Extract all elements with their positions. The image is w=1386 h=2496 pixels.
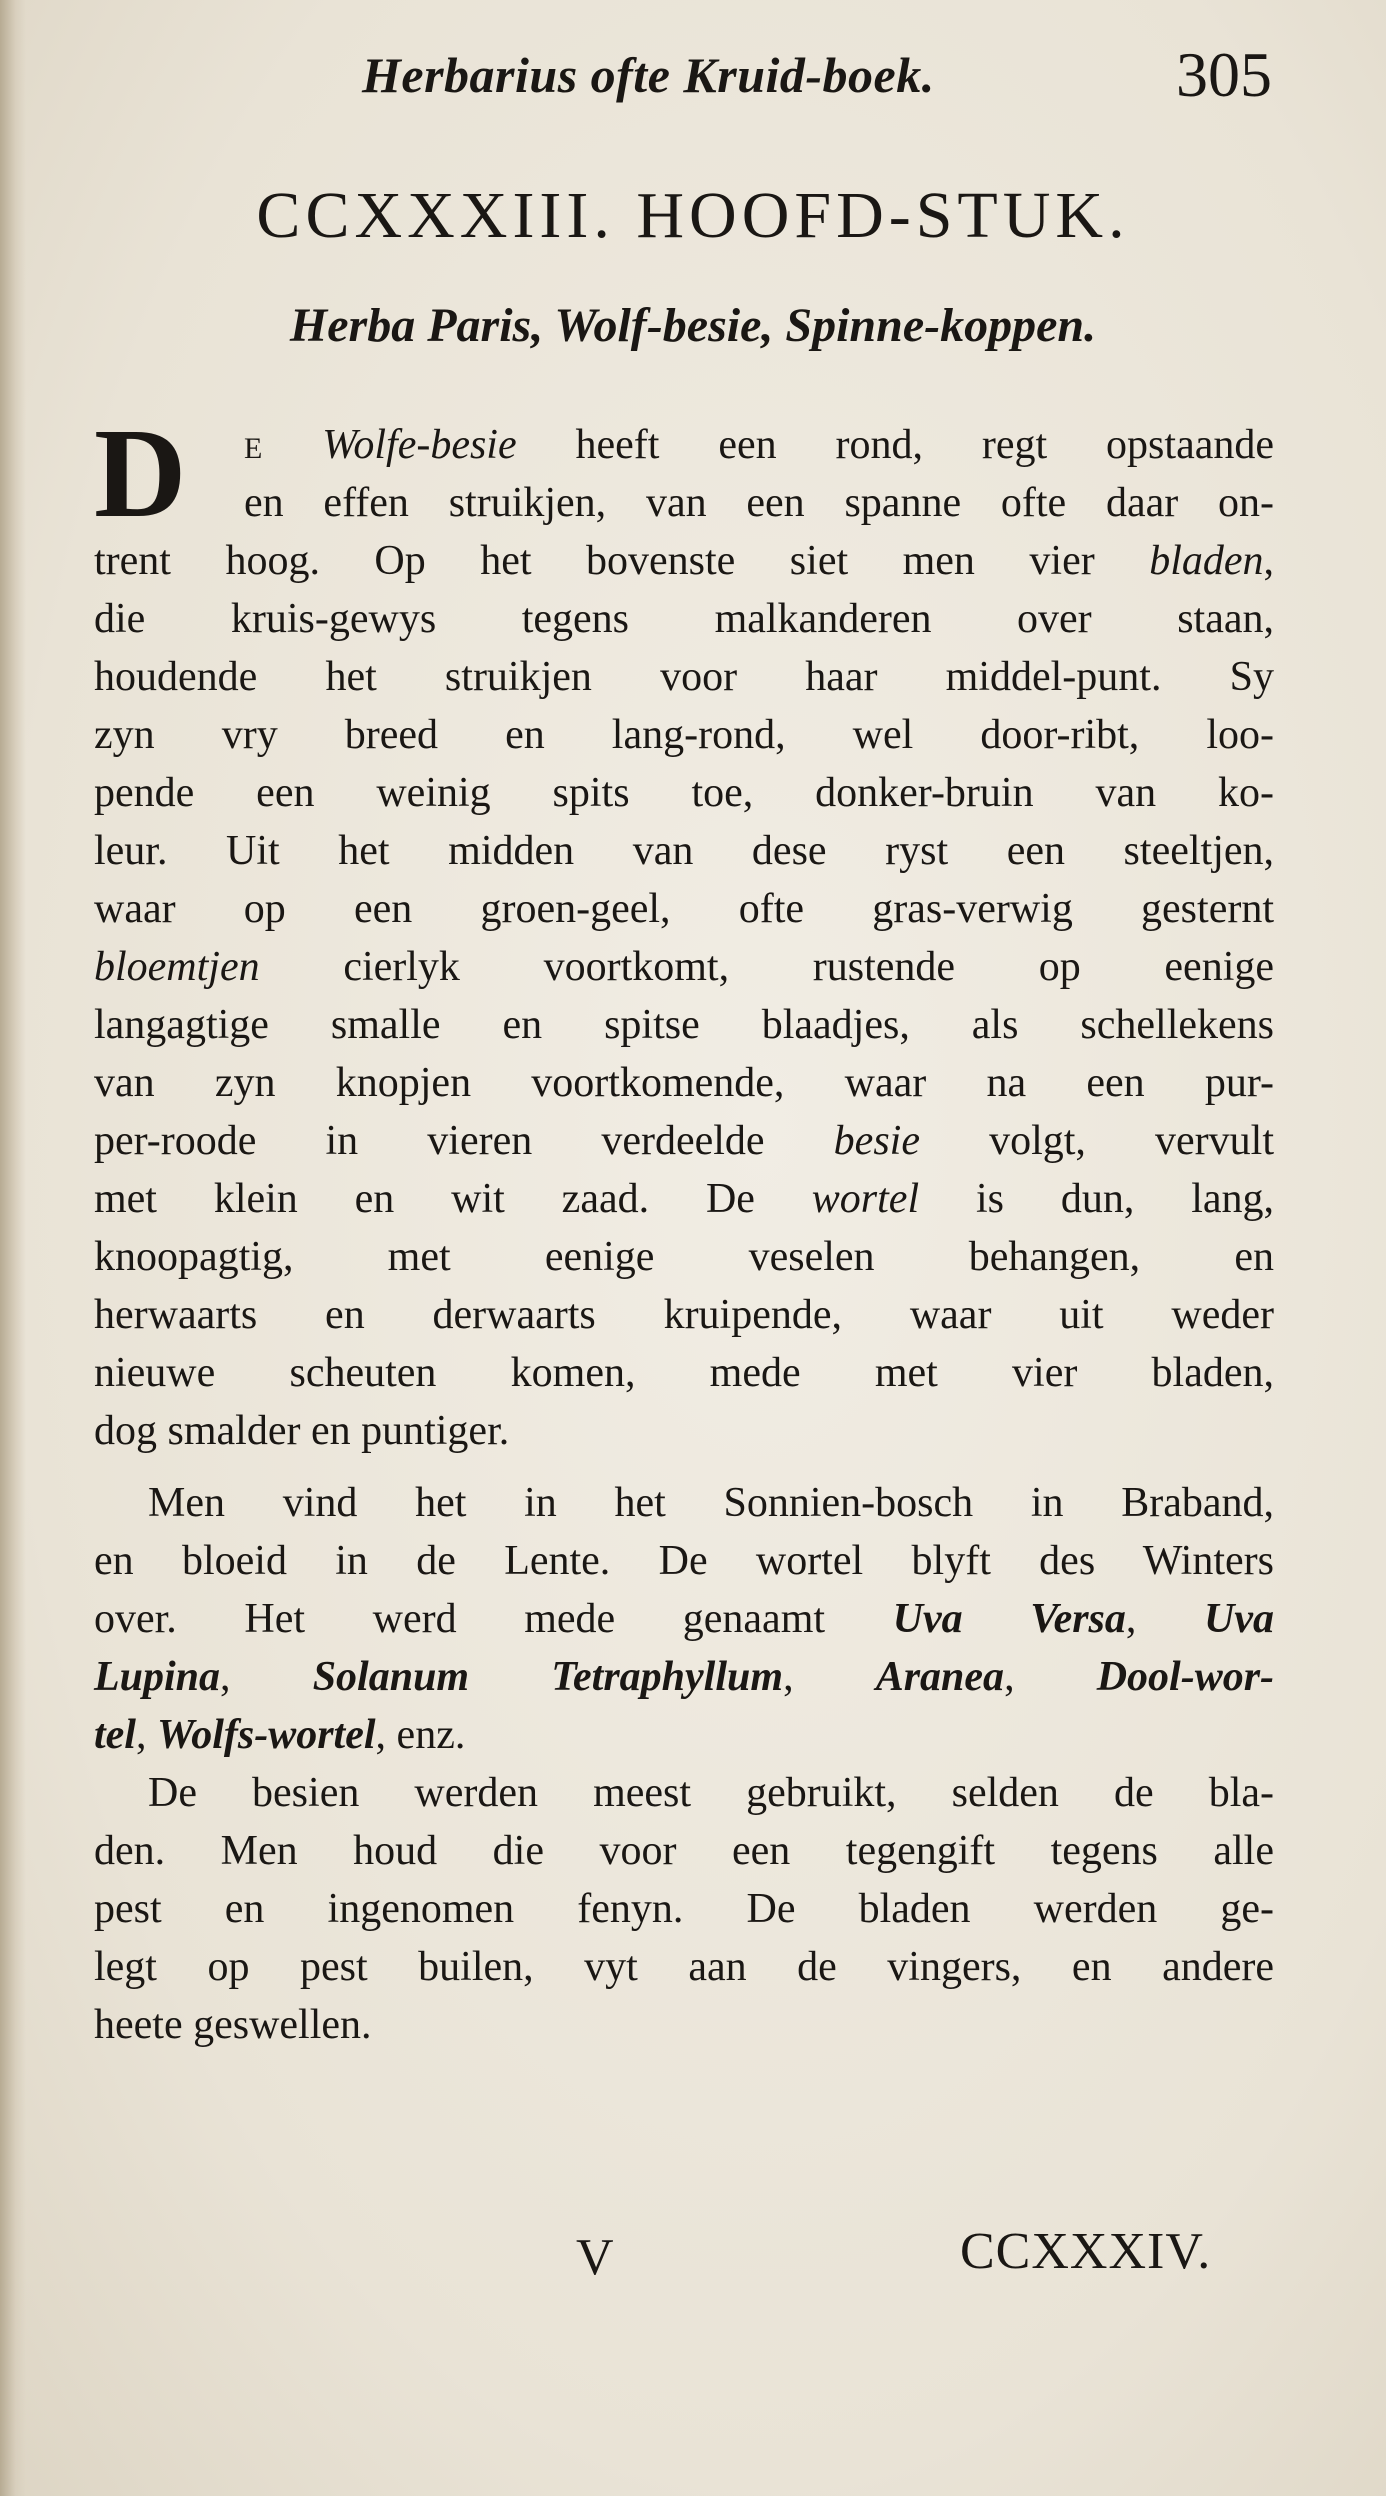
paragraph-description bbox=[94, 402, 1275, 1460]
text-line: tel, Wolfs-wortel, enz. bbox=[94, 1712, 466, 1758]
text-line: met klein en wit zaad. De wortel is dun, lang, bbox=[94, 1176, 1275, 1222]
text-line: en bloeid in de Lente. De wortel blyft des Winters bbox=[94, 1538, 1274, 1584]
text-line: langagtige smalle en spitse blaadjes, als schellekens bbox=[94, 1002, 1274, 1048]
text-line: die kruis-gewys tegens malkanderen over staan, bbox=[94, 596, 1274, 642]
chapter-subtitle: Herba Paris, Wolf-besie, Spinne-koppen. bbox=[289, 299, 1097, 352]
text-line: zyn vry breed en lang-rond, wel door-ribt, loo- bbox=[94, 712, 1274, 758]
text-line: herwaarts en derwaarts kruipende, waar uit weder bbox=[94, 1292, 1274, 1338]
text-line: leur. Uit het midden van dese ryst een steeltjen, bbox=[94, 828, 1274, 874]
page-number: 305 bbox=[1176, 39, 1272, 110]
text-line: per-roode in vieren verdeelde besie volgt, vervult bbox=[94, 1118, 1274, 1164]
text-line: houdende het struikjen voor haar middel-punt. Sy bbox=[94, 654, 1274, 700]
text-line: legt op pest builen, vyt aan de vingers, en andere bbox=[94, 1944, 1274, 1990]
paragraph-habitat bbox=[94, 1474, 1274, 1764]
text-line: van zyn knopjen voortkomende, waar na een pur- bbox=[94, 1060, 1274, 1106]
running-head bbox=[300, 38, 1340, 118]
text-line: Men vind het in het Sonnien-bosch in Braband, bbox=[148, 1480, 1274, 1526]
text-line: trent hoog. Op het bovenste siet men vier bladen, bbox=[94, 538, 1274, 584]
running-title: Herbarius ofte Kruid-boek. bbox=[362, 47, 935, 103]
text-line: dog smalder en puntiger. bbox=[94, 1408, 510, 1454]
text-line: nieuwe scheuten komen, mede met vier bladen, bbox=[94, 1350, 1274, 1396]
text-line: Lupina, Solanum Tetraphyllum, Aranea, Dool-wor- bbox=[94, 1654, 1275, 1700]
text-line: E Wolfe-besie heeft een rond, regt opstaande bbox=[244, 422, 1275, 468]
text-line: De besien werden meest gebruikt, selden de bla- bbox=[148, 1770, 1274, 1816]
text-line: waar op een groen-geel, ofte gras-verwig gesternt bbox=[94, 886, 1274, 932]
text-line: bloemtjen cierlyk voortkomt, rustende op eenige bbox=[94, 944, 1275, 990]
text-line: heete geswellen. bbox=[94, 2002, 372, 2048]
chapter-title: CCXXXIII. HOOFD-STUK. bbox=[256, 179, 1130, 252]
text-line: pende een weinig spits toe, donker-bruin van ko- bbox=[94, 770, 1274, 816]
signature-mark: V bbox=[576, 2229, 614, 2286]
text-line: den. Men houd die voor een tegengift tegens alle bbox=[94, 1828, 1274, 1874]
catchword: CCXXXIV. bbox=[960, 2223, 1212, 2280]
text-line: over. Het werd mede genaamt Uva Versa, Uva bbox=[94, 1596, 1274, 1642]
text-line: knoopagtig, met eenige veselen behangen, en bbox=[94, 1234, 1274, 1280]
text-line: en effen struikjen, van een spanne ofte daar on- bbox=[244, 480, 1274, 526]
drop-cap: D bbox=[94, 402, 187, 544]
paragraph-uses bbox=[94, 1764, 1274, 2054]
page-gutter-shadow bbox=[0, 0, 26, 2496]
text-line: pest en ingenomen fenyn. De bladen werden ge- bbox=[94, 1886, 1274, 1932]
